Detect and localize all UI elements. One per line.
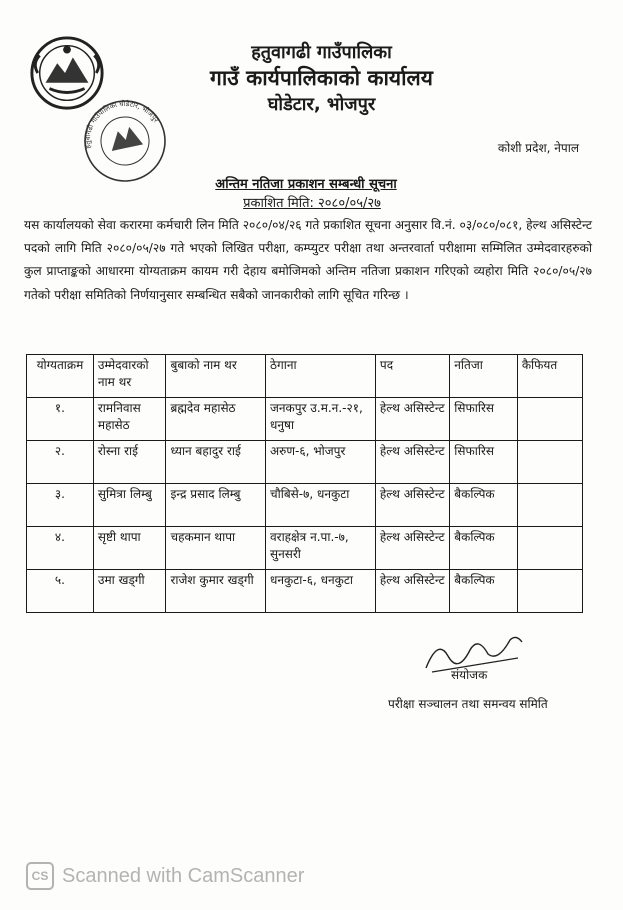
cell-rank: २. [27, 441, 94, 484]
header-father-name: बुबाको नाम थर [166, 355, 266, 398]
table-row [27, 570, 583, 613]
cell-address: चौबिसे-७, धनकुटा [265, 484, 375, 527]
camscanner-watermark [26, 862, 304, 890]
cell-remarks [517, 441, 582, 484]
table-header-row [27, 355, 583, 398]
table-row [27, 441, 583, 484]
published-date: प्रकाशित मिति: २०८०/०५/२७ [243, 196, 381, 211]
cell-result: बैकल्पिक [450, 527, 518, 570]
cell-result: सिफारिस [450, 441, 518, 484]
svg-text:हतुवागढी गाउँपालिका घोडेटार, भ: हतुवागढी गाउँपालिका घोडेटार, भोजपुर [83, 99, 160, 150]
committee-label: परीक्षा सञ्चालन तथा समन्वय समिति [388, 697, 548, 711]
cell-result: सिफारिस [450, 398, 518, 441]
cell-post: हेल्थ असिस्टेन्ट [375, 570, 449, 613]
cell-father-name: राजेश कुमार खड्गी [166, 570, 266, 613]
header-remarks: कैफियत [517, 355, 582, 398]
cell-rank: ४. [27, 527, 94, 570]
municipality-name: हतुवागढी गाउँपालिका [251, 42, 392, 63]
cell-post: हेल्थ असिस्टेन्ट [375, 527, 449, 570]
cell-address: अरुण-६, भोजपुर [265, 441, 375, 484]
table-row [27, 527, 583, 570]
header-result: नतिजा [450, 355, 518, 398]
cell-rank: ३. [27, 484, 94, 527]
cell-remarks [517, 570, 582, 613]
cell-father-name: ब्रह्मदेव महासेठ [166, 398, 266, 441]
camscanner-icon: CS [26, 862, 54, 890]
cell-post: हेल्थ असिस्टेन्ट [375, 484, 449, 527]
cell-father-name: ध्यान बहादुर राई [166, 441, 266, 484]
results-table [26, 354, 583, 613]
coordinator-label: संयोजक [451, 668, 488, 682]
cell-candidate-name: रामनिवास महासेठ [93, 398, 166, 441]
watermark-text: Scanned with CamScanner [62, 864, 305, 887]
header-address: ठेगाना [265, 355, 375, 398]
cell-remarks [517, 484, 582, 527]
cell-post: हेल्थ असिस्टेन्ट [375, 441, 449, 484]
cell-address: वराहक्षेत्र न.पा.-७, सुनसरी [265, 527, 375, 570]
province-label: कोशी प्रदेश, नेपाल [497, 141, 579, 155]
table-row [27, 484, 583, 527]
office-location: घोडेटार, भोजपुर [267, 94, 376, 115]
cell-address: जनकपुर उ.म.न.-२१, धनुषा [265, 398, 375, 441]
cell-result: बैकल्पिक [450, 570, 518, 613]
cell-rank: ५. [27, 570, 94, 613]
cell-candidate-name: सुमित्रा लिम्बु [93, 484, 166, 527]
header-candidate-name: उम्मेदवारको नाम थर [93, 355, 166, 398]
cell-address: धनकुटा-६, धनकुटा [265, 570, 375, 613]
header-rank: योग्यताक्रम [27, 355, 94, 398]
cell-candidate-name: रोस्ना राई [93, 441, 166, 484]
office-name: गाउँ कार्यपालिकाको कार्यालय [210, 66, 433, 90]
notice-body: यस कार्यालयको सेवा करारमा कर्मचारी लिन मिति २०८०/०४/२६ गते प्रकाशित सूचना अनुसार वि.नं. ०३/०८०/०८१, हेल्थ असिस्टेन्ट पदको लागि मिति २०८०/०५/२७ गते भएको लिखित परीक्षा, कम्प्युटर परीक्षा तथा अन्तरवार्ता परीक्षामा सम्मिलित उम्मेदवारहरुको कुल प्राप्ताङ्कको आधारमा योग्यताक्रम कायम गरी देहाय बमोजिमको अन्तिम नतिजा प्रकाशन गरिएको व्यहोरा मिति २०८०/०५/२७ गतेको परीक्षा समितिको निर्णयानुसार सम्बन्धित सबैको जानकारीको लागि सूचित गरिन्छ । [24, 218, 592, 302]
cell-rank: १. [27, 398, 94, 441]
cell-father-name: इन्द्र प्रसाद लिम्बु [166, 484, 266, 527]
cell-candidate-name: सृष्टी थापा [93, 527, 166, 570]
table-row [27, 398, 583, 441]
header-post: पद [375, 355, 449, 398]
cell-post: हेल्थ असिस्टेन्ट [375, 398, 449, 441]
cell-candidate-name: उमा खड्गी [93, 570, 166, 613]
cell-father-name: चहकमान थापा [166, 527, 266, 570]
notice-title: अन्तिम नतिजा प्रकाशन सम्बन्धी सूचना [215, 177, 397, 192]
cell-remarks [517, 398, 582, 441]
cell-remarks [517, 527, 582, 570]
cell-result: बैकल्पिक [450, 484, 518, 527]
